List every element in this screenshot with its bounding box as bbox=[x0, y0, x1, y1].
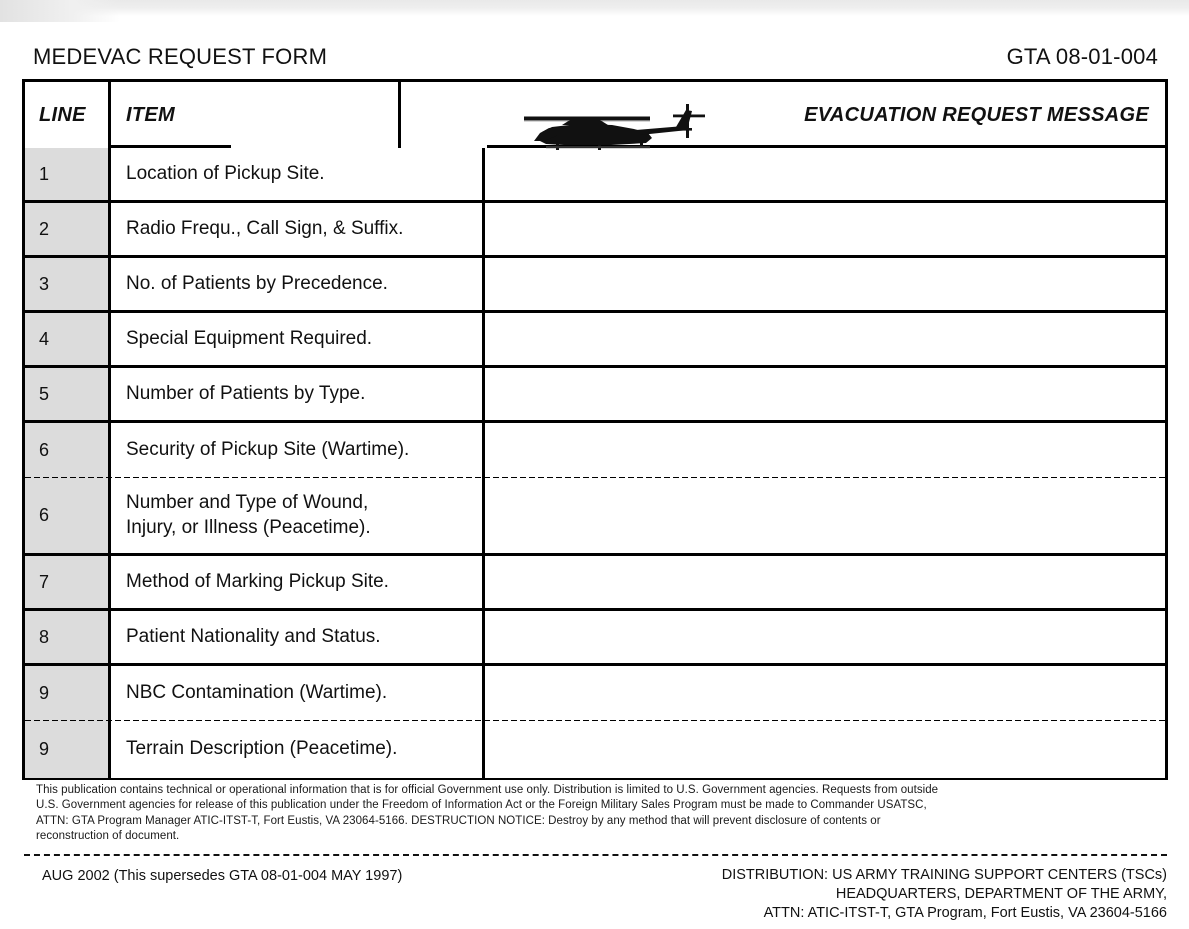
table-row bbox=[25, 313, 1165, 368]
row-item-label bbox=[111, 611, 485, 663]
item-text: Method of Marking Pickup Site. bbox=[126, 570, 389, 592]
row-line-number bbox=[25, 368, 111, 420]
row-line-number bbox=[25, 666, 111, 721]
row-line-number bbox=[25, 611, 111, 663]
row-item-label bbox=[111, 721, 485, 778]
row-line-number bbox=[25, 478, 111, 553]
row-line-number bbox=[25, 423, 111, 478]
row-item-label bbox=[111, 423, 485, 478]
row-message-field[interactable] bbox=[485, 258, 1165, 310]
item-text: Radio Frequ., Call Sign, & Suffix. bbox=[126, 217, 404, 239]
row-item-label bbox=[111, 148, 485, 200]
table-row bbox=[25, 258, 1165, 313]
row-line-number bbox=[25, 556, 111, 608]
row-line-number bbox=[25, 148, 111, 200]
document-header bbox=[33, 44, 1158, 70]
row-item-label bbox=[111, 666, 485, 721]
table-row bbox=[25, 148, 1165, 203]
item-text: Location of Pickup Site. bbox=[126, 162, 325, 184]
row-message-field[interactable] bbox=[485, 148, 1165, 200]
row-line-number bbox=[25, 313, 111, 365]
distribution-restriction-notice bbox=[36, 783, 1166, 845]
table-row bbox=[25, 666, 1165, 721]
table-header-row bbox=[25, 82, 1165, 148]
distribution-line-2: HEADQUARTERS, DEPARTMENT OF THE ARMY, bbox=[835, 886, 1167, 902]
publication-date-note: AUG 2002 (This supersedes GTA 08-01-004 MAY 1997) bbox=[42, 868, 403, 884]
line-number-text: 1 bbox=[39, 163, 50, 184]
line-number-text: 2 bbox=[39, 218, 50, 239]
row-item-label bbox=[111, 368, 485, 420]
row-message-field[interactable] bbox=[485, 478, 1165, 553]
fineprint-line-4: reconstruction of document. bbox=[36, 830, 180, 843]
row-item-label bbox=[111, 478, 485, 553]
row-message-field[interactable] bbox=[485, 556, 1165, 608]
header-label-item: ITEM bbox=[126, 103, 175, 126]
row-item-label bbox=[111, 258, 485, 310]
line-number-text: 3 bbox=[39, 273, 50, 294]
table-row bbox=[25, 368, 1165, 423]
line-number-text: 9 bbox=[39, 739, 50, 759]
line-number-text: 7 bbox=[39, 571, 50, 592]
table-row bbox=[25, 478, 1165, 556]
distribution-block bbox=[722, 866, 1167, 923]
scan-edge-band bbox=[0, 0, 1189, 16]
item-text: No. of Patients by Precedence. bbox=[126, 272, 388, 294]
line-number-text: 6 bbox=[39, 440, 50, 460]
fineprint-line-3: ATTN: GTA Program Manager ATIC-ITST-T, Fort Eustis, VA 23064-5166. DESTRUCTION NOTICE: Destroy by any method that will prevent disclosure of contents or bbox=[36, 814, 881, 827]
document-code: GTA 08-01-004 bbox=[1006, 44, 1158, 69]
row-message-field[interactable] bbox=[485, 666, 1165, 721]
line-number-text: 5 bbox=[39, 383, 50, 404]
header-rule-left bbox=[111, 145, 231, 148]
fineprint-line-2: U.S. Government agencies for release of this publication under the Freedom of Information Act or the Foreign Military Sales Program must be made to Commander USATSC, bbox=[36, 799, 927, 812]
header-cell-line bbox=[25, 82, 111, 148]
item-text: Special Equipment Required. bbox=[126, 327, 373, 349]
footer-divider bbox=[24, 854, 1167, 856]
header-cell-item bbox=[111, 82, 485, 148]
item-text-line2: Injury, or Illness (Peacetime). bbox=[126, 516, 371, 538]
row-line-number bbox=[25, 721, 111, 778]
table-row bbox=[25, 203, 1165, 258]
item-text: Terrain Description (Peacetime). bbox=[126, 738, 398, 760]
line-number-text: 8 bbox=[39, 626, 50, 647]
scan-edge-corner bbox=[0, 0, 120, 22]
item-text: Patient Nationality and Status. bbox=[126, 625, 381, 647]
row-line-number bbox=[25, 258, 111, 310]
header-label-line: LINE bbox=[39, 103, 86, 126]
document-footer bbox=[24, 866, 1167, 923]
header-label-message: EVACUATION REQUEST MESSAGE bbox=[804, 103, 1149, 126]
item-text: Number of Patients by Type. bbox=[126, 382, 366, 404]
line-number-text: 6 bbox=[39, 505, 50, 525]
line-number-text: 9 bbox=[39, 683, 50, 703]
header-column-divider bbox=[398, 82, 401, 148]
item-text: NBC Contamination (Wartime). bbox=[126, 682, 388, 704]
row-message-field[interactable] bbox=[485, 368, 1165, 420]
header-cell-message bbox=[485, 82, 1165, 148]
table-row bbox=[25, 721, 1165, 778]
item-text bbox=[126, 491, 371, 540]
item-text-line1: Number and Type of Wound, bbox=[126, 492, 369, 514]
header-rule-right bbox=[487, 145, 1165, 148]
table-row bbox=[25, 556, 1165, 611]
row-message-field[interactable] bbox=[485, 423, 1165, 478]
distribution-line-1: DISTRIBUTION: US ARMY TRAINING SUPPORT CENTERS (TSCs) bbox=[721, 867, 1167, 883]
row-line-number bbox=[25, 203, 111, 255]
table-row bbox=[25, 423, 1165, 478]
fineprint-line-1: This publication contains technical or operational information that is for official Government use only. Distribution is limited to U.S. Government agencies. Requests from outside bbox=[36, 784, 939, 796]
row-item-label bbox=[111, 556, 485, 608]
line-number-text: 4 bbox=[39, 328, 50, 349]
row-message-field[interactable] bbox=[485, 203, 1165, 255]
item-text: Security of Pickup Site (Wartime). bbox=[126, 439, 410, 461]
page-title: MEDEVAC REQUEST FORM bbox=[33, 44, 328, 69]
row-message-field[interactable] bbox=[485, 611, 1165, 663]
table-row bbox=[25, 611, 1165, 666]
row-item-label bbox=[111, 313, 485, 365]
distribution-line-3: ATTN: ATIC-ITST-T, GTA Program, Fort Eustis, VA 23604-5166 bbox=[763, 905, 1167, 921]
medevac-request-table bbox=[22, 79, 1168, 780]
row-message-field[interactable] bbox=[485, 313, 1165, 365]
row-item-label bbox=[111, 203, 485, 255]
row-message-field[interactable] bbox=[485, 721, 1165, 778]
